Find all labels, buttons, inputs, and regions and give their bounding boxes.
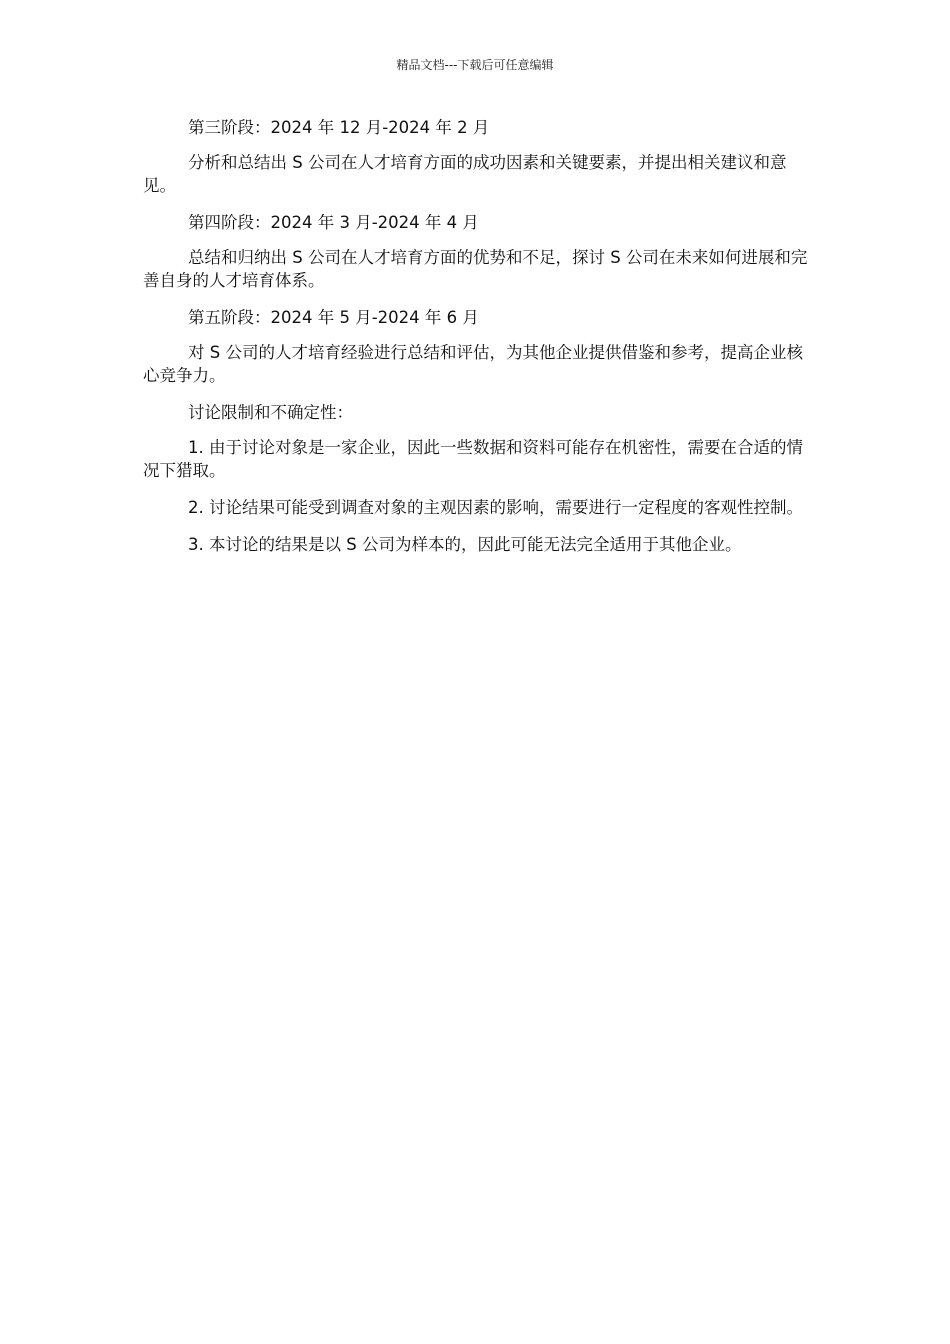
stage-three-heading: 第三阶段：2024 年 12 月-2024 年 2 月 bbox=[188, 118, 490, 137]
document-body bbox=[143, 116, 809, 570]
stage-four-description: 总结和归纳出 S 公司在人才培育方面的优势和不足，探讨 S 公司在未来如何进展和完善自身的人才培育体系。 bbox=[143, 248, 808, 290]
limitation-item-3: 3. 本讨论的结果是以 S 公司为样本的，因此可能无法完全适用于其他企业。 bbox=[188, 535, 742, 554]
stage-three-description: 分析和总结出 S 公司在人才培育方面的成功因素和关键要素，并提出相关建议和意见。 bbox=[143, 153, 787, 195]
stage-five-description: 对 S 公司的人才培育经验进行总结和评估，为其他企业提供借鉴和参考，提高企业核心竞争力。 bbox=[143, 343, 803, 385]
limitation-item-2: 2. 讨论结果可能受到调查对象的主观因素的影响，需要进行一定程度的客观性控制。 bbox=[188, 498, 803, 517]
limitations-heading: 讨论限制和不确定性： bbox=[188, 403, 353, 422]
limitation-item-1: 1. 由于讨论对象是一家企业，因此一些数据和资料可能存在机密性，需要在合适的情况下猎取。 bbox=[143, 438, 803, 480]
page-header: 精品文档---下载后可任意编辑 bbox=[396, 58, 554, 72]
stage-four-heading: 第四阶段：2024 年 3 月-2024 年 4 月 bbox=[188, 213, 479, 232]
stage-five-heading: 第五阶段：2024 年 5 月-2024 年 6 月 bbox=[188, 308, 479, 327]
